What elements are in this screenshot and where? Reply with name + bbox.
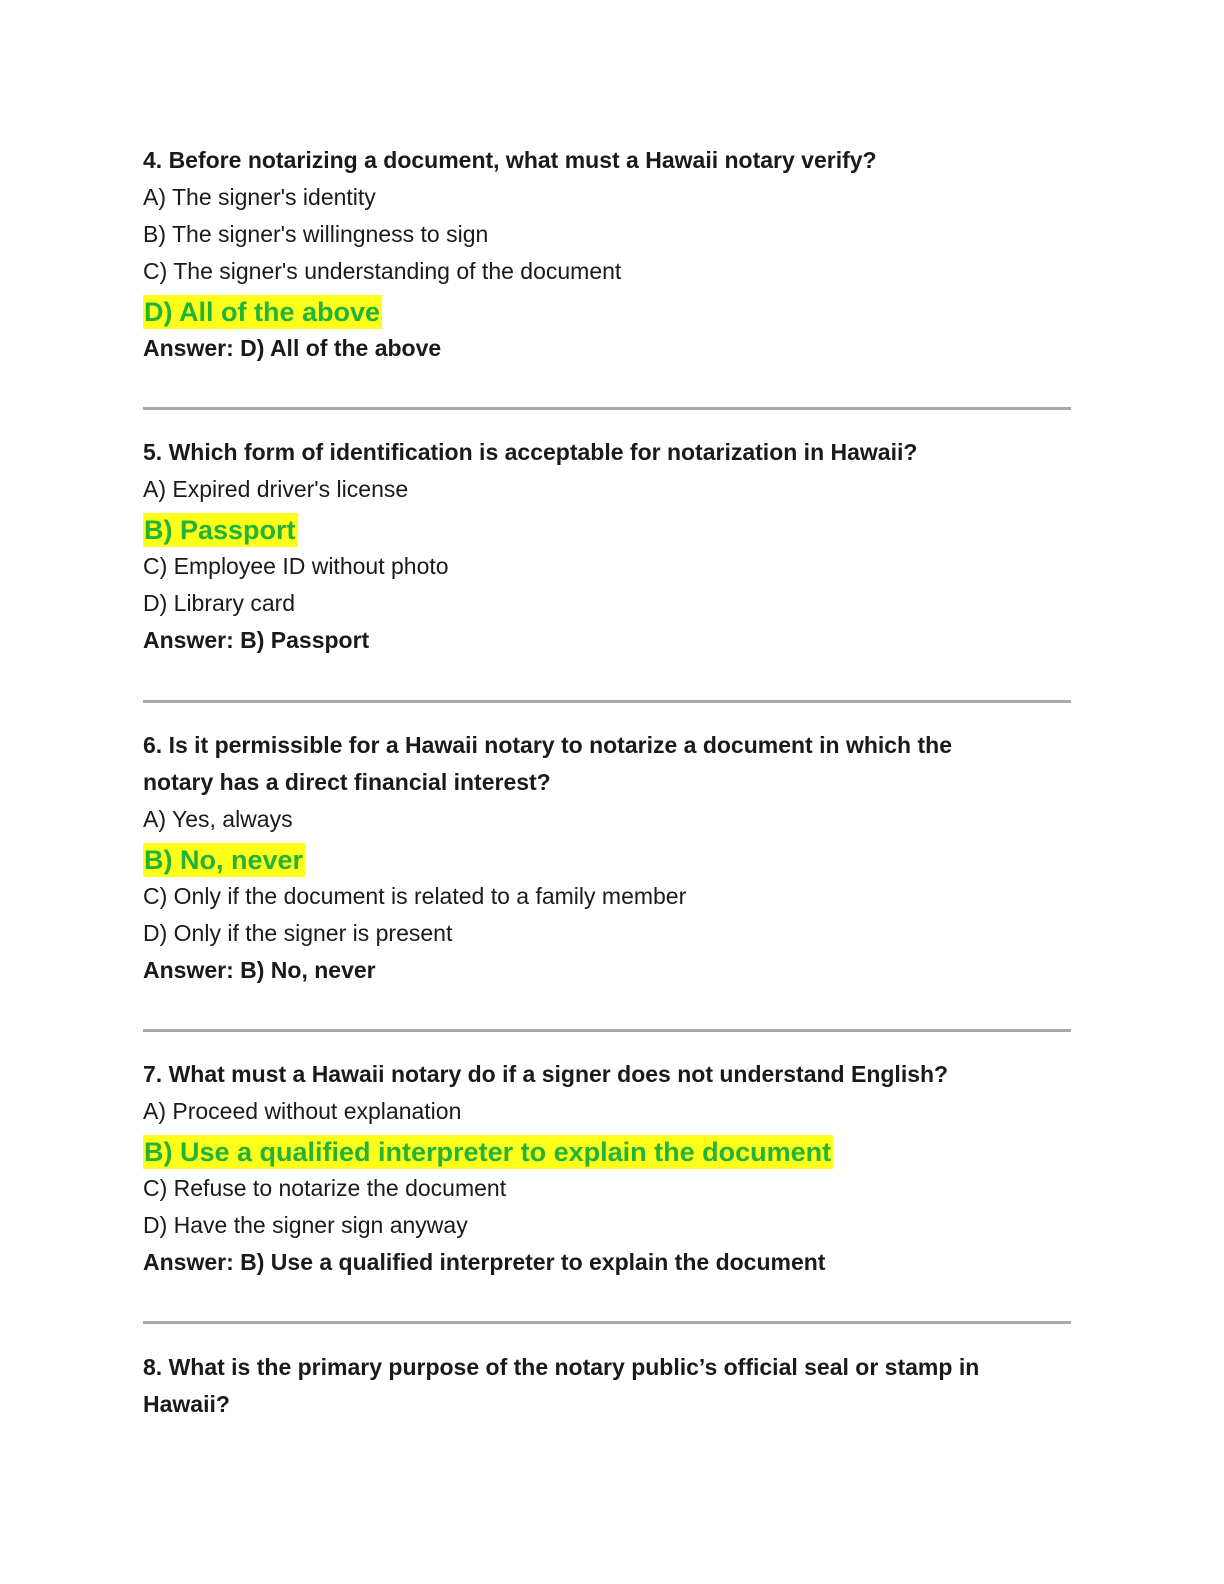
option-c: C) Refuse to notarize the document bbox=[143, 1175, 507, 1201]
option-b-correct bbox=[143, 1130, 1073, 1170]
answer-line: Answer: B) Passport bbox=[143, 627, 370, 653]
option-d: D) Library card bbox=[143, 590, 296, 616]
option-a: A) Expired driver's license bbox=[143, 476, 409, 502]
question-title: 4. Before notarizing a document, what must a Hawaii notary verify? bbox=[143, 147, 877, 173]
question-title: 7. What must a Hawaii notary do if a signer does not understand English? bbox=[143, 1061, 949, 1087]
answer-line: Answer: B) No, never bbox=[143, 957, 376, 983]
divider-rule bbox=[143, 1321, 1071, 1324]
divider-rule bbox=[143, 407, 1071, 410]
option-d: D) Only if the signer is present bbox=[143, 920, 453, 946]
highlighted-correct-option: B) No, never bbox=[144, 844, 304, 875]
question-title-line-1: 8. What is the primary purpose of the notary public’s official seal or stamp in bbox=[143, 1354, 980, 1380]
option-a: A) Proceed without explanation bbox=[143, 1098, 462, 1124]
divider-rule bbox=[143, 700, 1071, 703]
highlighted-correct-option: B) Use a qualified interpreter to explain the document bbox=[144, 1136, 832, 1167]
option-d: D) Have the signer sign anyway bbox=[143, 1212, 468, 1238]
highlighted-correct-option: D) All of the above bbox=[144, 296, 381, 327]
question-8 bbox=[143, 1349, 1073, 1423]
question-title-line-1: 6. Is it permissible for a Hawaii notary to notarize a document in which the bbox=[143, 732, 952, 758]
answer-line: Answer: B) Use a qualified interpreter to explain the document bbox=[143, 1249, 826, 1275]
question-7 bbox=[143, 1056, 1073, 1281]
question-6 bbox=[143, 727, 1073, 989]
question-title-line-2: Hawaii? bbox=[143, 1391, 230, 1417]
highlighted-correct-option: B) Passport bbox=[144, 514, 296, 545]
divider-rule bbox=[143, 1029, 1071, 1032]
question-5 bbox=[143, 434, 1073, 659]
option-b-correct bbox=[143, 508, 1073, 548]
option-b: B) The signer's willingness to sign bbox=[143, 221, 489, 247]
option-c: C) Employee ID without photo bbox=[143, 553, 449, 579]
question-title-line-2: notary has a direct financial interest? bbox=[143, 769, 551, 795]
option-c: C) Only if the document is related to a family member bbox=[143, 883, 687, 909]
question-4 bbox=[143, 142, 1073, 367]
option-a: A) Yes, always bbox=[143, 806, 293, 832]
option-d-correct bbox=[143, 290, 1073, 330]
answer-line: Answer: D) All of the above bbox=[143, 335, 442, 361]
option-c: C) The signer's understanding of the document bbox=[143, 258, 622, 284]
question-title: 5. Which form of identification is acceptable for notarization in Hawaii? bbox=[143, 439, 918, 465]
option-a: A) The signer's identity bbox=[143, 184, 376, 210]
option-b-correct bbox=[143, 838, 1073, 878]
